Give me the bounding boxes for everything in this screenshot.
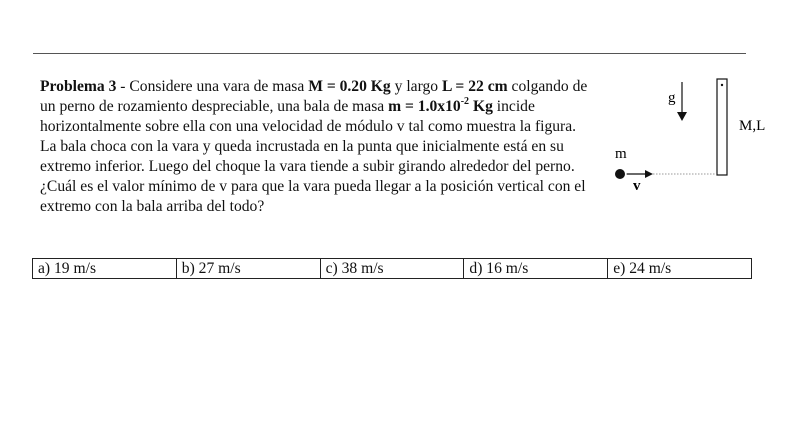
answer-option-d[interactable]: d) 16 m/s	[464, 259, 608, 279]
velocity-label: v	[633, 178, 641, 194]
answer-option-c[interactable]: c) 38 m/s	[320, 259, 464, 279]
rod-label: M,L	[739, 118, 766, 134]
problem-text-3: colgando de un perno de rozamiento despreciable, una bala de masa	[40, 78, 588, 115]
bullet-mass-value	[417, 95, 493, 115]
bullet-mass-unit: Kg	[469, 98, 493, 115]
gravity-label: g	[668, 90, 676, 106]
pivot-pin-icon	[721, 84, 723, 86]
bullet-mass-exponent: -2	[460, 95, 470, 107]
problem-text-2: y largo	[390, 78, 442, 95]
bullet-mass-label: m =	[388, 98, 414, 115]
answer-row	[33, 259, 752, 279]
problem-figure	[605, 70, 795, 200]
problem-text-1: - Considere una vara de masa	[116, 78, 309, 95]
rod-mass-value: M = 0.20 Kg	[308, 78, 391, 95]
problem-text-4: incide horizontalmente sobre ella con una velocidad de módulo v tal como muestra la figura. La bala choca con la vara y queda incrustada en la punta que inicialmente está en su extremo inferior. Luego del choque la vara tiende a subir girando alrededor del perno. ¿Cuál es el valor mínimo de v para que la vara pueda llegar a la posición vertical con el extremo con la bala arriba del todo?	[40, 98, 586, 215]
rod-length-value: L = 22 cm	[441, 78, 508, 95]
answer-option-b[interactable]: b) 27 m/s	[176, 259, 320, 279]
gravity-arrow-icon	[677, 82, 687, 121]
answer-option-a[interactable]: a) 19 m/s	[33, 259, 177, 279]
answer-option-e[interactable]: e) 24 m/s	[608, 259, 752, 279]
problem-statement	[40, 77, 596, 217]
top-divider-line	[33, 53, 746, 54]
velocity-arrow-icon	[627, 170, 653, 178]
bullet-icon	[615, 169, 625, 179]
bullet-label: m	[615, 146, 627, 162]
problem-title: Problema 3	[40, 78, 117, 95]
rod	[717, 79, 727, 175]
bullet-mass-base: 1.0x10	[417, 98, 461, 115]
answer-options	[32, 258, 752, 279]
